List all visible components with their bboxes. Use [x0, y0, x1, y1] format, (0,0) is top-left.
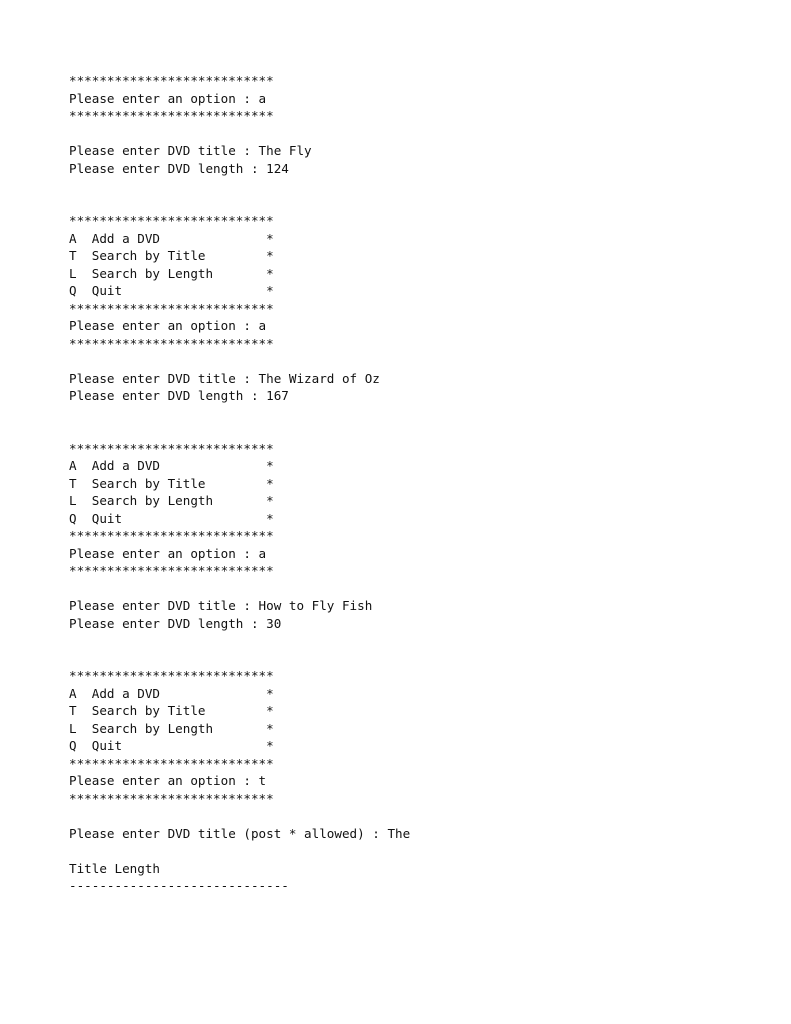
option-prompt: Please enter an option : t — [69, 773, 267, 788]
results-header: Title Length — [69, 860, 160, 876]
menu-border-top: *************************** — [69, 440, 274, 456]
menu-item-quit: Q Quit * — [69, 510, 274, 526]
option-prompt: Please enter an option : a — [69, 545, 267, 561]
blank-line — [69, 842, 729, 860]
menu-item-add: A Add a DVD * — [69, 230, 274, 246]
blank-line — [69, 422, 729, 440]
blank-line — [69, 632, 729, 650]
menu-item-search-title: T Search by Title * — [69, 248, 274, 263]
menu-item-quit: Q Quit * — [69, 283, 274, 298]
separator-line: *************************** — [69, 73, 274, 88]
menu-border-bottom: *************************** — [69, 300, 274, 316]
blank-line — [69, 580, 729, 598]
menu-item-add: A Add a DVD * — [69, 458, 274, 473]
menu-item-search-length: L Search by Length * — [69, 720, 274, 736]
blank-line — [69, 195, 729, 213]
blank-line — [69, 177, 729, 195]
separator-line: *************************** — [69, 790, 274, 806]
title-prompt: Please enter DVD title : The Wizard of Oz — [69, 370, 380, 386]
menu-item-quit: Q Quit * — [69, 738, 274, 753]
title-prompt: Please enter DVD title : How to Fly Fish — [69, 598, 373, 613]
terminal-output — [69, 72, 729, 895]
title-prompt: Please enter DVD title : The Fly — [69, 143, 312, 158]
length-prompt: Please enter DVD length : 167 — [69, 388, 289, 403]
separator-line: *************************** — [69, 563, 274, 578]
results-divider: ----------------------------- — [69, 878, 289, 893]
menu-item-search-title: T Search by Title * — [69, 475, 274, 491]
separator-line: *************************** — [69, 335, 274, 351]
blank-line — [69, 125, 729, 143]
blank-line — [69, 352, 729, 370]
blank-line — [69, 650, 729, 668]
menu-item-search-title: T Search by Title * — [69, 703, 274, 718]
option-prompt: Please enter an option : a — [69, 318, 267, 333]
menu-item-search-length: L Search by Length * — [69, 265, 274, 281]
menu-border-bottom: *************************** — [69, 528, 274, 543]
title-search-prompt: Please enter DVD title (post * allowed) : The — [69, 825, 411, 841]
menu-item-search-length: L Search by Length * — [69, 493, 274, 508]
length-prompt: Please enter DVD length : 30 — [69, 615, 282, 631]
menu-border-top: *************************** — [69, 213, 274, 228]
blank-line — [69, 807, 729, 825]
menu-item-add: A Add a DVD * — [69, 685, 274, 701]
option-prompt: Please enter an option : a — [69, 90, 267, 106]
menu-border-top: *************************** — [69, 668, 274, 683]
length-prompt: Please enter DVD length : 124 — [69, 160, 289, 176]
menu-border-bottom: *************************** — [69, 755, 274, 771]
blank-line — [69, 405, 729, 423]
separator-line: *************************** — [69, 108, 274, 123]
